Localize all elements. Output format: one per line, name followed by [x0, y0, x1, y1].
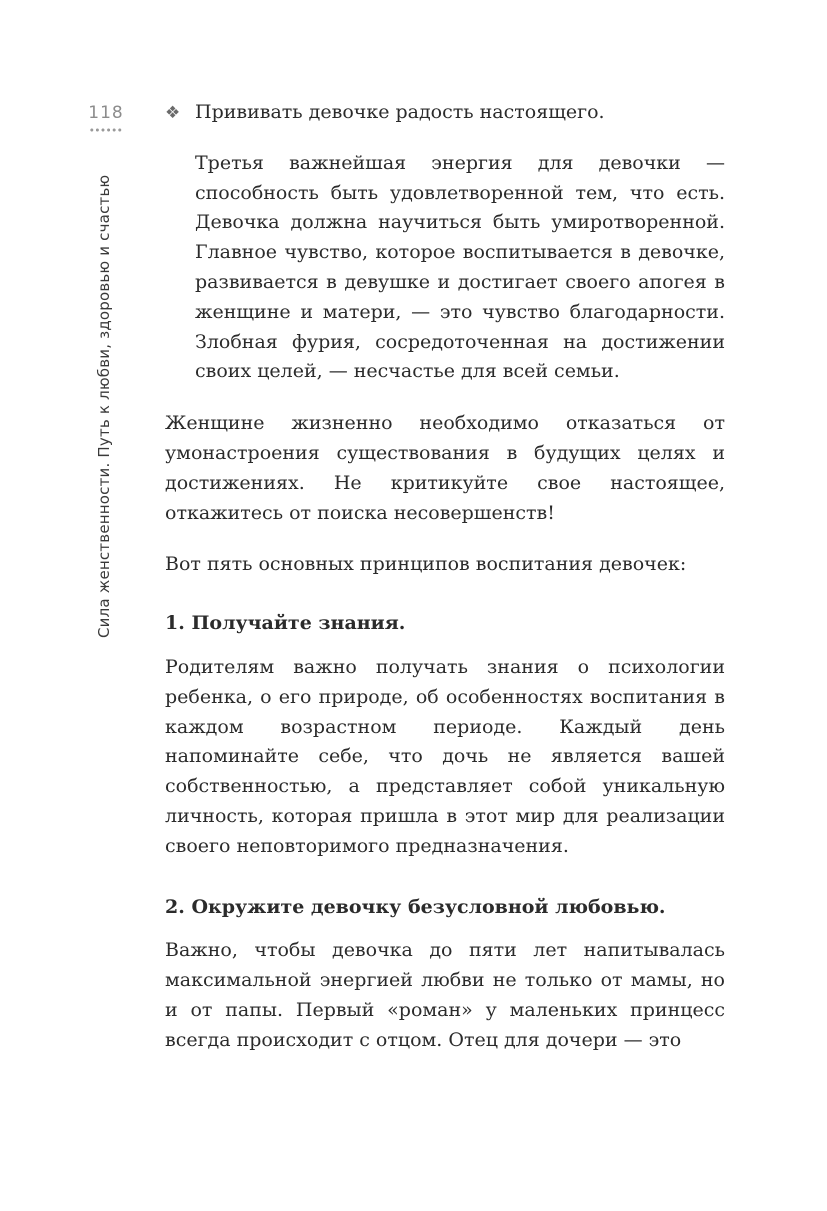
section-heading: 2. Окружите девочку безусловной любовью. [165, 895, 666, 918]
section-text: Важно, чтобы девочка до пяти лет напитывалась максимальной энергией любви не только от мамы, но и от папы. Первый «роман» у маленьких принцесс всегда происходит с отцом. Отец для дочери — это [165, 939, 725, 1051]
bullet-text: Прививать девочке радость настоящего. [195, 101, 605, 123]
page-number: 118 [88, 103, 124, 123]
page-number-dots [89, 128, 123, 132]
section-text: Родителям важно получать знания о психологии ребенка, о его природе, об особенностях воспитания в каждом возрастном периоде. Каждый день напоминайте себе, что дочь не является вашей собственностью, а представляет собой уникальную личность, которая пришла в этот мир для реализации своего неповторимого предназначения. [165, 655, 725, 857]
section-heading: 1. Получайте знания. [165, 612, 406, 635]
bullet-item [165, 98, 725, 129]
principles-intro: Вот пять основных принципов воспитания девочек: [165, 553, 687, 576]
bullet-paragraph: Третья важнейшая энергия для девочки — способность быть удовлетворенной тем, что есть. Девочка должна научиться быть умиротворенной. Главное чувство, которое воспитывается в девочке, развивается в девушке и достигает своего апогея в женщине и матери, — это чувство благодарности. Злобная фурия, сосредоточенная на достижении своих целей, — несчастье для всей семьи. [195, 151, 725, 383]
four-diamond-bullet-icon: ❖ [165, 103, 181, 123]
paragraph: Женщине жизненно необходимо отказаться от умонастроения существования в будущих целях и достижениях. Не критикуйте свое настоящее, откажитесь от поиска несовершенств! [165, 412, 725, 524]
running-head: Сила женственности. Путь к любви, здоровью и счастью [95, 174, 113, 638]
page-body [165, 98, 725, 1056]
